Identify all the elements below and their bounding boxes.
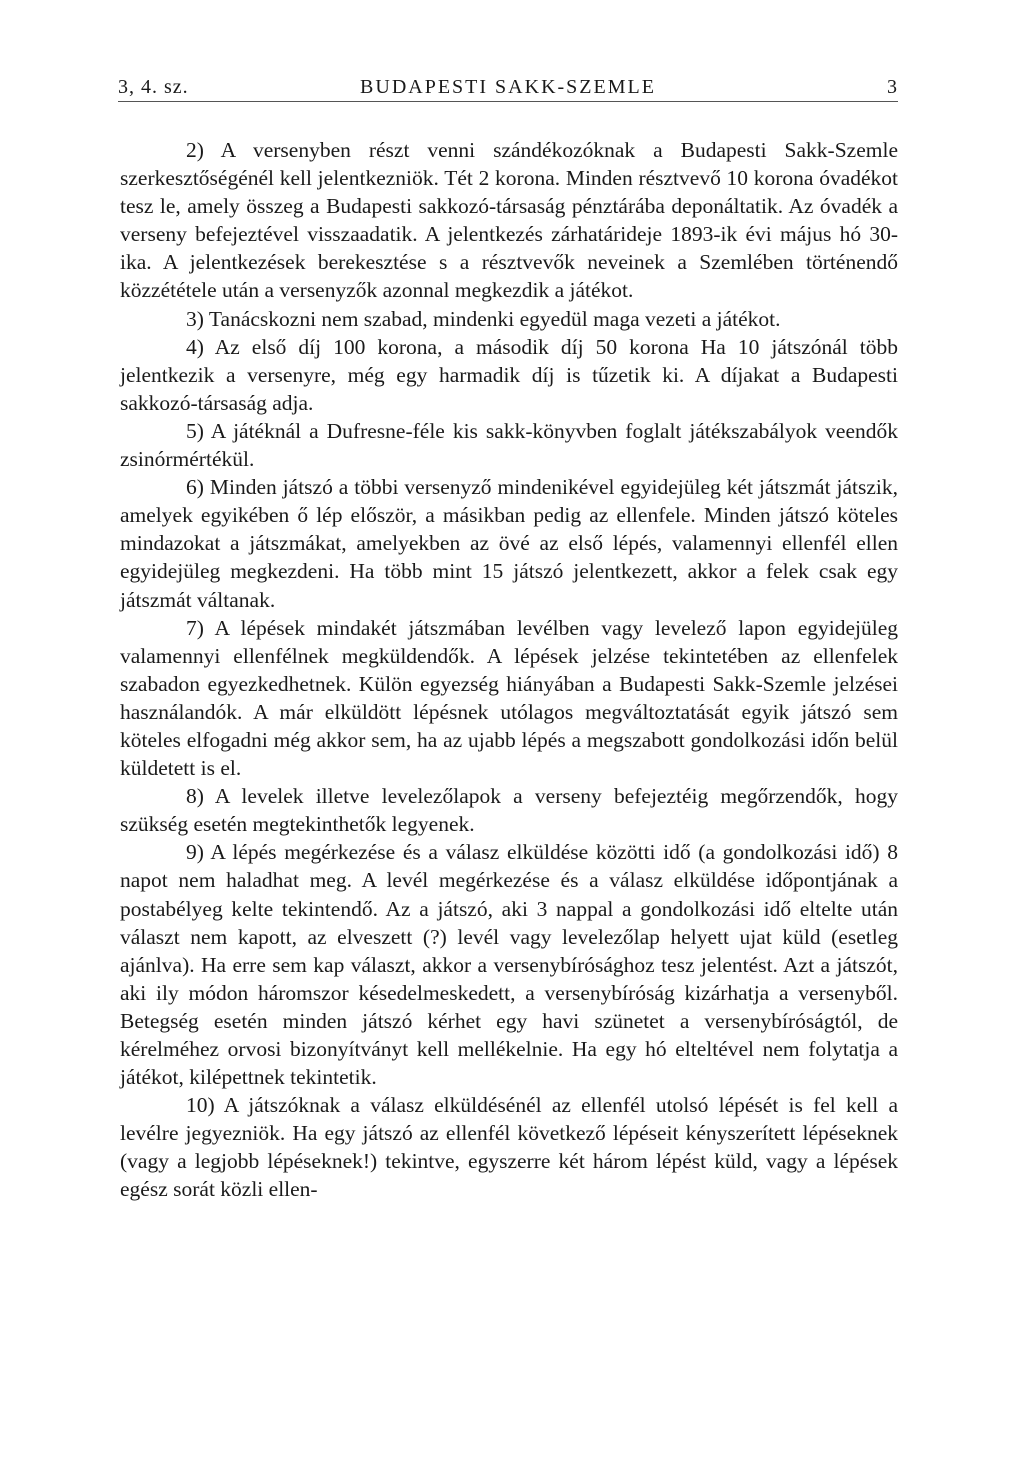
paragraph-rule-2: 2) A versenyben részt venni szándékozóknak a Budapesti Sakk-Szemle szerkesztőségénél kell jelentkezniök. Tét 2 korona. Minden résztvevő 10 korona óvadékot tesz le, amely összeg a Budapesti sakkozó-társaság pénztárába deponáltatik. Az óvadék a verseny befejeztével visszaadatik. A jelentkezés zárhatárideje 1893-ik évi május hó 30-ika. A jelentkezések berekesztése s a résztvevők neveinek a Szemlében történendő közzététele után a versenyzők azonnal megkezdik a játékot. (120, 138, 898, 303)
issue-number: 3, 4. sz. (118, 76, 189, 98)
paragraph-rule-7: 7) A lépések mindakét játszmában levélben vagy levelező lapon egyidejüleg valamennyi ellenfélnek megküldendők. A lépések jelzése tekintetében az ellenfelek szabadon egyezkedhetnek. Külön egyezség hiányában a Budapesti Sakk-Szemle jelzései használandók. A már elküldött lépésnek utólagos megváltoztatását egyik játszó sem köteles elfogadni még akkor sem, ha az ujabb lépés a megszabott gondolkozási időn belül küldetett is el. (120, 615, 898, 781)
paragraph-rule-4: 4) Az első díj 100 korona, a második díj 50 korona Ha 10 játszónál több jelentkezik a versenyre, még egy harmadik díj is tűzetik ki. A díjakat a Budapesti sakkozó-társaság adja. (120, 334, 898, 415)
paragraph-rule-10: 10) A játszóknak a válasz elküldésénél az ellenfél utolsó lépését is fel kell a levélre jegyezniök. Ha egy játszó az ellenfél következő lépéseit kényszerített lépéseknek (vagy a legjobb lépéseknek!) tekintve, egyszerre két három lépést küld, vagy a lépések egész sorát közli ellen- (120, 1093, 898, 1202)
paragraph-rule-5: 5) A játéknál a Dufresne-féle kis sakk-könyvben foglalt játékszabályok veendők zsinórmértékül. (120, 418, 898, 472)
header-rule (118, 101, 898, 102)
paragraph-rule-8: 8) A levelek illetve levelezőlapok a verseny befejeztéig megőrzendők, hogy szükség esetén megtekinthetők legyenek. (120, 784, 898, 837)
body-text (120, 136, 898, 1204)
paragraph-rule-3: 3) Tanácskozni nem szabad, mindenki egyedül maga vezeti a játékot. (186, 306, 781, 331)
running-header (118, 74, 898, 100)
page-number: 3 (887, 76, 898, 98)
paragraph-rule-9: 9) A lépés megérkezése és a válasz elküldése közötti idő (a gondolkozási idő) 8 napot nem haladhat meg. A levél megérkezése és a válasz elküldése időpontjának a postabélyeg kelte tekintendő. Az a játszó, aki 3 nappal a gondolkozási idő eltelte után választ nem kapott, az elveszett (?) levél vagy levelezőlap helyett ujat küld (esetleg ajánlva). Ha erre sem kap választ, akkor a versenybírósághoz tesz jelentést. Azt a játszót, aki ily módon háromszor késedelmeskedett, a versenybíróság kizárhatja a versenyből. Betegség esetén minden játszó kérhet egy havi szünetet a versenybíróságtól, de kérelméhez orvosi bizonyítványt kell mellékelnie. Ha egy hó elteltével nem folytatja a játékot, kilépettnek tekintetik. (120, 840, 898, 1090)
paragraph-rule-6: 6) Minden játszó a többi versenyző mindenikével egyidejüleg két játszmát játszik, amelyek egyikében ő lép először, a másikban pedig az ellenfele. Minden játszó köteles mindazokat a játszmákat, amelyekben az övé az első lépés, valamennyi ellenfél ellen egyidejüleg megkezdeni. Ha több mint 15 játszó jelentkezett, akkor a felek csak egy játszmát váltanak. (120, 475, 898, 612)
journal-title: BUDAPESTI SAKK-SZEMLE (360, 76, 656, 98)
